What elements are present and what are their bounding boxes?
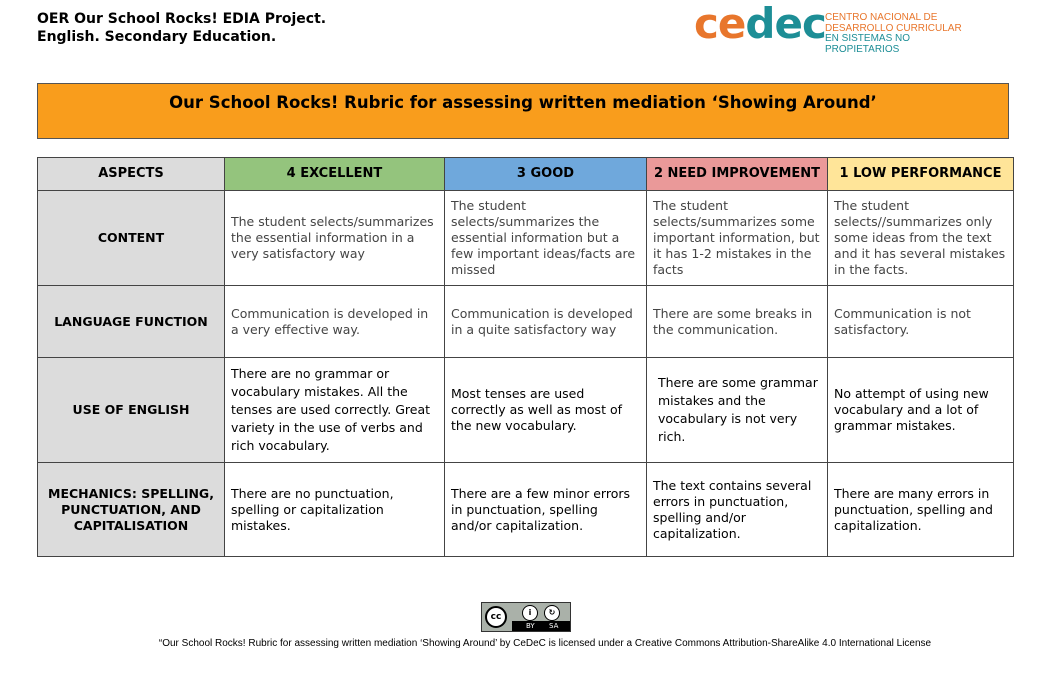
cell-mechanics-low: There are many errors in punctuation, spelling and capitalization. bbox=[828, 463, 1014, 557]
badge-sa-label: SA bbox=[549, 622, 559, 630]
rubric-row-use-of-english bbox=[38, 358, 1014, 463]
rubric-title-banner: Our School Rocks! Rubric for assessing written mediation ‘Showing Around’ bbox=[37, 83, 1009, 139]
cell-mechanics-need-improvement: The text contains several errors in punctuation, spelling and/or capitalization. bbox=[647, 463, 828, 557]
logo-line-1: CENTRO NACIONAL DE bbox=[825, 12, 938, 23]
aspect-mechanics: MECHANICS: SPELLING, PUNCTUATION, AND CAPITALISATION bbox=[38, 463, 225, 557]
cedec-logo-subtitle bbox=[825, 13, 984, 55]
share-alike-icon: ↻ bbox=[544, 605, 560, 621]
rubric-table bbox=[37, 157, 1014, 557]
attribution-icon: i bbox=[522, 605, 538, 621]
header-excellent: 4 EXCELLENT bbox=[225, 158, 445, 191]
header-line-1: OER Our School Rocks! EDIA Project. bbox=[37, 11, 327, 27]
logo-mark-ce: ce bbox=[694, 0, 746, 48]
logo-line-2: DESARROLLO CURRICULAR bbox=[825, 22, 962, 34]
cell-language-low: Communication is not satisfactory. bbox=[828, 286, 1014, 358]
cell-english-low: No attempt of using new vocabulary and a lot of grammar mistakes. bbox=[828, 358, 1014, 463]
cell-mechanics-excellent: There are no punctuation, spelling or capitalization mistakes. bbox=[225, 463, 445, 557]
logo-mark-dec: dec bbox=[745, 0, 826, 48]
cell-content-excellent: The student selects/summarizes the essential information in a very satisfactory way bbox=[225, 191, 445, 286]
cc-by-sa-badge[interactable] bbox=[481, 602, 571, 632]
rubric-row-language-function bbox=[38, 286, 1014, 358]
header-need-improvement: 2 NEED IMPROVEMENT bbox=[647, 158, 828, 191]
rubric-row-mechanics bbox=[38, 463, 1014, 557]
cell-language-good: Communication is developed in a quite satisfactory way bbox=[445, 286, 647, 358]
cedec-logo bbox=[694, 0, 984, 55]
license-text: “Our School Rocks! Rubric for assessing written mediation ‘Showing Around’ by CeDeC is licensed under a Creative Commons Attribution-ShareAlike 4.0 International License bbox=[158, 638, 932, 649]
cell-content-need-improvement: The student selects/summarizes some important information, but it has 1-2 mistakes in the facts bbox=[647, 191, 828, 286]
cell-content-low: The student selects//summarizes only some ideas from the text and it has several mistakes in the facts. bbox=[828, 191, 1014, 286]
cell-english-need-improvement: There are some grammar mistakes and the vocabulary is not very rich. bbox=[647, 358, 828, 463]
logo-line-3: EN SISTEMAS NO PROPIETARIOS bbox=[825, 33, 911, 55]
rubric-header-row bbox=[38, 158, 1014, 191]
header-line-2: English. Secondary Education. bbox=[37, 29, 277, 45]
badge-by-label: BY bbox=[526, 622, 535, 630]
aspect-content: CONTENT bbox=[38, 191, 225, 286]
header-good: 3 GOOD bbox=[445, 158, 647, 191]
badge-label-strip bbox=[512, 621, 570, 631]
cc-icon: cc bbox=[485, 606, 507, 628]
cell-english-good: Most tenses are used correctly as well as most of the new vocabulary. bbox=[445, 358, 647, 463]
document-header bbox=[37, 10, 326, 46]
cell-mechanics-good: There are a few minor errors in punctuation, spelling and/or capitalization. bbox=[445, 463, 647, 557]
aspect-language-function: LANGUAGE FUNCTION bbox=[38, 286, 225, 358]
header-aspects: ASPECTS bbox=[38, 158, 225, 191]
cedec-logo-mark bbox=[694, 0, 826, 48]
aspect-use-of-english: USE OF ENGLISH bbox=[38, 358, 225, 463]
cell-content-good: The student selects/summarizes the essential information but a few important ideas/facts are missed bbox=[445, 191, 647, 286]
rubric-row-content bbox=[38, 191, 1014, 286]
header-low-performance: 1 LOW PERFORMANCE bbox=[828, 158, 1014, 191]
cell-language-need-improvement: There are some breaks in the communication. bbox=[647, 286, 828, 358]
cell-language-excellent: Communication is developed in a very effective way. bbox=[225, 286, 445, 358]
cell-english-excellent: There are no grammar or vocabulary mistakes. All the tenses are used correctly. Great variety in the use of verbs and rich vocabulary. bbox=[225, 358, 445, 463]
